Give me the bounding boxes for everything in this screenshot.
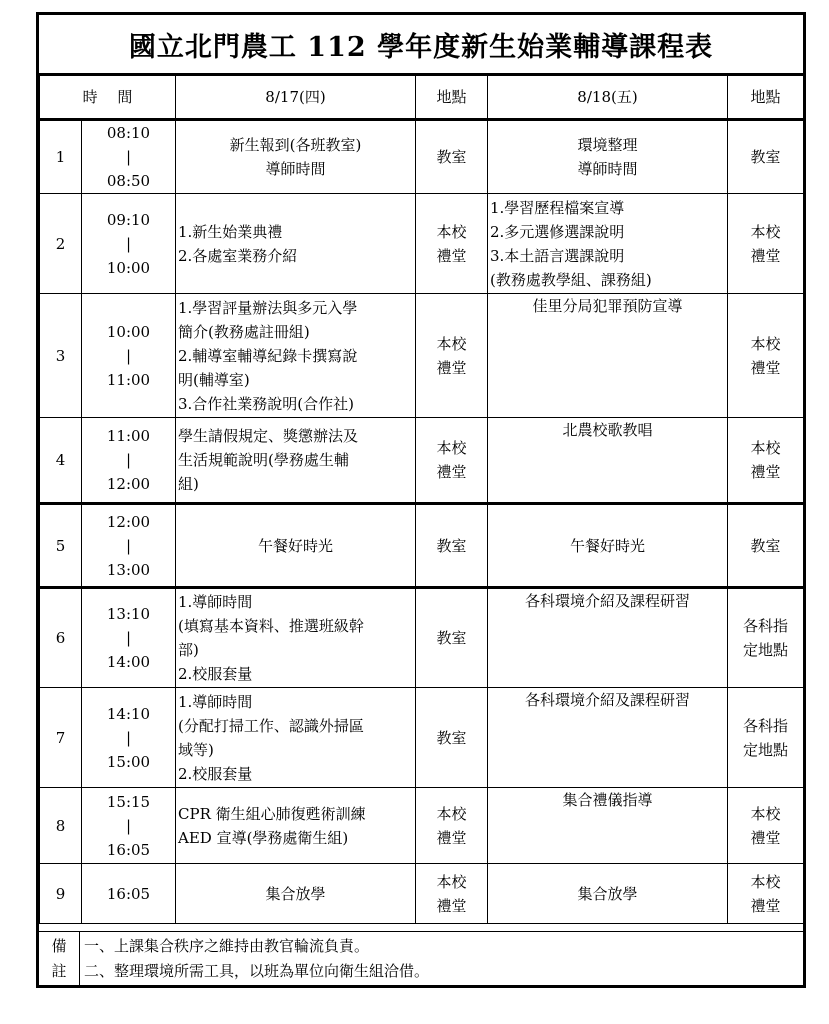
time-start: 10:00 — [106, 322, 151, 341]
time-end: 08:50 — [106, 172, 151, 190]
time-sep: | — [125, 346, 132, 365]
time-start: 14:10 — [106, 704, 151, 723]
schedule-row — [40, 294, 804, 418]
day2-place: 各科指 定地點 — [728, 588, 804, 688]
activity-line: 明(輔導室) — [178, 370, 250, 389]
activity-line: 2.各處室業務介紹 — [178, 246, 298, 265]
header-time: 時 間 — [40, 76, 176, 120]
activity-line: (分配打掃工作、認識外掃區 — [178, 716, 364, 735]
activity-line: 生活規範說明(學務處生輔 — [178, 451, 349, 469]
day1-activity — [176, 688, 416, 788]
row-number: 1 — [40, 120, 82, 194]
header-place2: 地點 — [728, 76, 804, 120]
notes-section — [39, 931, 803, 986]
activity-line: 新生報到(各班教室) — [229, 136, 362, 154]
activity-line: 導師時間 — [265, 160, 326, 178]
activity-line: 午餐好時光 — [257, 536, 333, 555]
note-line: 二、整理環境所需工具，以班為單位向衛生組洽借。 — [84, 962, 430, 980]
time-cell — [82, 418, 176, 504]
time-cell — [82, 588, 176, 688]
time-cell — [82, 504, 176, 588]
row-number: 2 — [40, 194, 82, 294]
time-cell — [82, 120, 176, 194]
time-sep: | — [125, 234, 132, 253]
day1-activity — [176, 294, 416, 418]
day1-place: 教室 — [416, 504, 488, 588]
time-end: 16:05 — [106, 840, 151, 859]
row-number: 4 — [40, 418, 82, 504]
time-sep: | — [125, 148, 132, 166]
day2-activity — [488, 588, 728, 688]
time-start: 12:00 — [106, 512, 151, 531]
header-day1: 8/17(四) — [176, 76, 416, 120]
time-end: 15:00 — [106, 752, 151, 771]
day2-place: 各科指 定地點 — [728, 688, 804, 788]
activity-line: 部) — [178, 641, 199, 659]
activity-line: 集合禮儀指導 — [562, 791, 653, 809]
notes-label-2: 註 — [51, 962, 67, 980]
schedule-row — [40, 194, 804, 294]
day1-activity — [176, 194, 416, 294]
day2-activity — [488, 864, 728, 924]
activity-line: 午餐好時光 — [569, 536, 645, 555]
day2-activity — [488, 120, 728, 194]
notes-label-1: 備 — [51, 937, 67, 955]
day1-place: 本校 禮堂 — [416, 418, 488, 504]
time-start: 08:10 — [106, 124, 151, 142]
row-number: 3 — [40, 294, 82, 418]
schedule-row — [40, 418, 804, 504]
activity-line: 1.新生始業典禮 — [178, 222, 283, 241]
activity-line: 1.導師時間 — [178, 692, 253, 711]
schedule-row — [40, 504, 804, 588]
activity-line: 導師時間 — [577, 160, 638, 178]
day2-activity — [488, 418, 728, 504]
day2-activity — [488, 788, 728, 864]
day1-activity — [176, 588, 416, 688]
schedule-sheet — [36, 12, 806, 988]
time-start: 15:15 — [106, 792, 151, 811]
time-end: 14:00 — [106, 653, 151, 671]
time-sep: | — [125, 536, 132, 555]
activity-line: 各科環境介紹及課程研習 — [524, 691, 690, 709]
day2-place: 本校 禮堂 — [728, 788, 804, 864]
activity-line: 學生請假規定、獎懲辦法及 — [178, 427, 359, 445]
row-number: 7 — [40, 688, 82, 788]
day2-place: 本校 禮堂 — [728, 294, 804, 418]
activity-line: 組) — [178, 475, 199, 493]
time-end: 10:00 — [106, 258, 151, 277]
time-start: 11:00 — [106, 427, 151, 445]
activity-line: 佳里分局犯罪預防宣導 — [532, 297, 683, 315]
day2-activity — [488, 504, 728, 588]
header-row — [40, 76, 804, 120]
day2-activity — [488, 688, 728, 788]
activity-line: 2.輔導室輔導紀錄卡撰寫說 — [178, 346, 358, 365]
time-end: 12:00 — [106, 475, 151, 493]
activity-line: 3.合作社業務說明(合作社) — [178, 394, 355, 413]
activity-line: 域等) — [178, 740, 214, 759]
row-number: 8 — [40, 788, 82, 864]
time-end: 11:00 — [106, 370, 151, 389]
row-number: 9 — [40, 864, 82, 924]
row-number: 6 — [40, 588, 82, 688]
header-place1: 地點 — [416, 76, 488, 120]
activity-line: 集合放學 — [265, 884, 326, 903]
time-sep: | — [125, 451, 132, 469]
time-cell — [82, 194, 176, 294]
schedule-row — [40, 864, 804, 924]
day1-place: 本校 禮堂 — [416, 194, 488, 294]
activity-line: 北農校歌教唱 — [562, 421, 653, 439]
activity-line: 各科環境介紹及課程研習 — [524, 592, 690, 610]
day1-place: 本校 禮堂 — [416, 864, 488, 924]
day1-place: 教室 — [416, 688, 488, 788]
note-line: 一、上課集合秩序之維持由教官輪流負責。 — [84, 937, 370, 955]
day2-activity — [488, 194, 728, 294]
schedule-row — [40, 788, 804, 864]
time-cell — [82, 788, 176, 864]
schedule-row — [40, 688, 804, 788]
time-end: 13:00 — [106, 560, 151, 579]
activity-line: (教務處教學組、課務組) — [490, 270, 652, 289]
day2-place: 本校 禮堂 — [728, 418, 804, 504]
time-start: 16:05 — [106, 884, 151, 903]
day2-place: 教室 — [728, 504, 804, 588]
day1-activity — [176, 418, 416, 504]
time-sep: | — [125, 629, 132, 647]
day2-place: 教室 — [728, 120, 804, 194]
activity-line: 集合放學 — [577, 884, 638, 903]
day1-place: 教室 — [416, 588, 488, 688]
time-cell — [82, 294, 176, 418]
day1-activity — [176, 504, 416, 588]
activity-line: 2.校服套量 — [178, 665, 253, 683]
day1-place: 本校 禮堂 — [416, 294, 488, 418]
day1-activity — [176, 788, 416, 864]
day1-activity — [176, 120, 416, 194]
time-start: 13:10 — [106, 605, 151, 623]
page-title: 國立北門農工 112 學年度新生始業輔導課程表 — [39, 15, 803, 75]
activity-line: AED 宣導(學務處衛生組) — [178, 828, 349, 847]
activity-line: (填寫基本資料、推選班級幹 — [178, 617, 364, 635]
activity-line: CPR 衛生組心肺復甦術訓練 — [178, 804, 366, 823]
row-number: 5 — [40, 504, 82, 588]
time-cell — [82, 688, 176, 788]
activity-line: 1.學習評量辦法與多元入學 — [178, 298, 358, 317]
day2-place: 本校 禮堂 — [728, 194, 804, 294]
schedule-row — [40, 588, 804, 688]
day1-activity — [176, 864, 416, 924]
activity-line: 3.本土語言選課說明 — [490, 246, 625, 265]
day2-place: 本校 禮堂 — [728, 864, 804, 924]
time-sep: | — [125, 816, 132, 835]
day2-activity — [488, 294, 728, 418]
time-sep: | — [125, 728, 132, 747]
day1-place: 本校 禮堂 — [416, 788, 488, 864]
schedule-row — [40, 120, 804, 194]
activity-line: 2.校服套量 — [178, 764, 253, 783]
time-cell — [82, 864, 176, 924]
activity-line: 簡介(教務處註冊組) — [178, 322, 310, 341]
activity-line: 1.學習歷程檔案宣導 — [490, 198, 625, 217]
activity-line: 1.導師時間 — [178, 593, 253, 611]
notes-label — [39, 932, 80, 986]
day1-place: 教室 — [416, 120, 488, 194]
header-day2: 8/18(五) — [488, 76, 728, 120]
activity-line: 2.多元選修選課說明 — [490, 222, 625, 241]
schedule-table — [39, 75, 804, 924]
notes-body — [80, 932, 429, 986]
activity-line: 環境整理 — [577, 136, 638, 154]
time-start: 09:10 — [106, 210, 151, 229]
